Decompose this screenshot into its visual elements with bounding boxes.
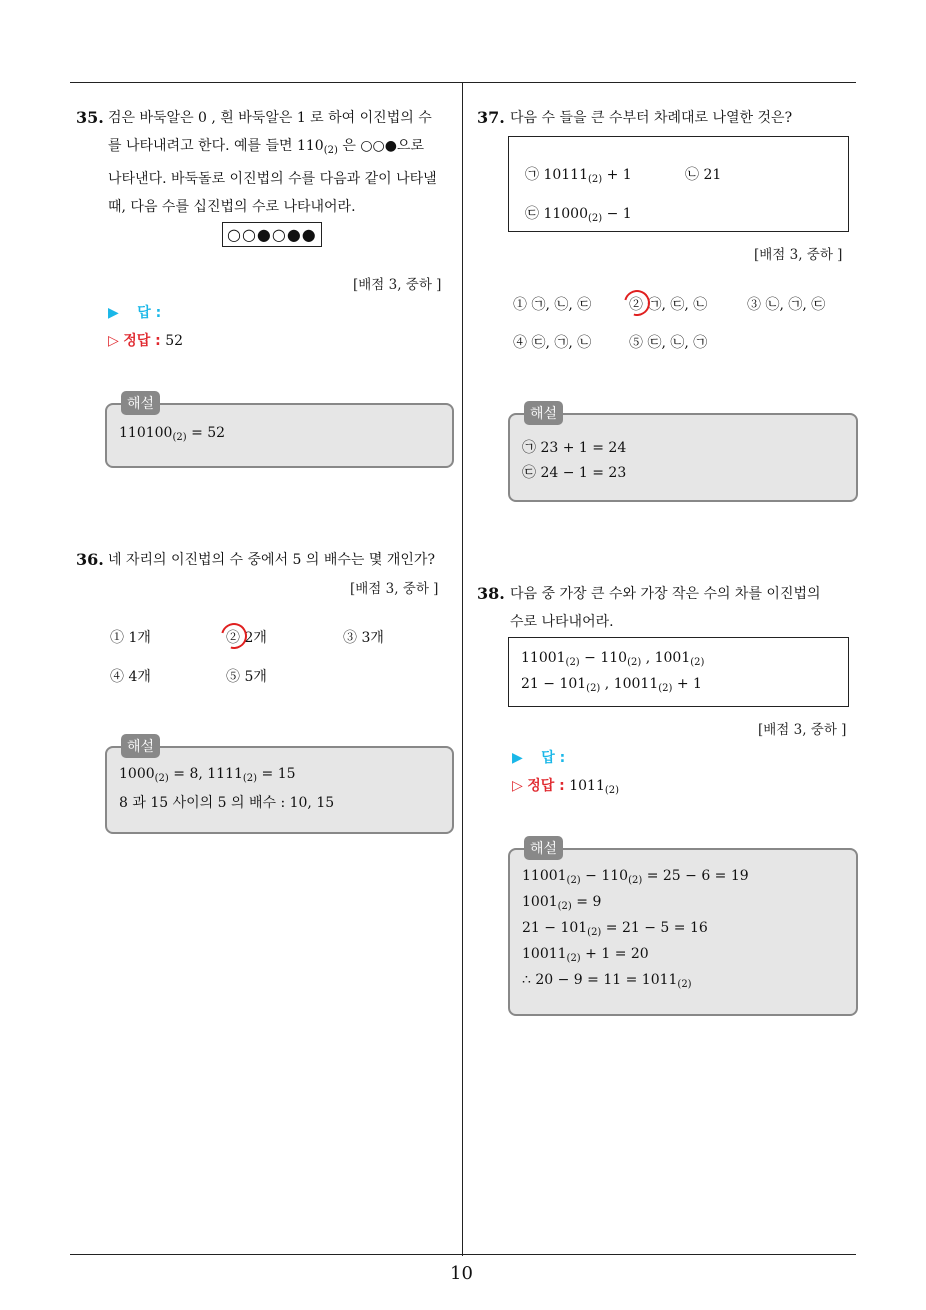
q37-option-5[interactable]: ⑤ ㉢, ㉡, ㉠ (629, 335, 708, 351)
triangle-icon: ▷ (108, 333, 119, 349)
q37-score: [배점 3, 중하 ] (754, 247, 843, 263)
q36-option-5[interactable]: ⑤ 5개 (226, 669, 267, 685)
q36-score: [배점 3, 중하 ] (350, 581, 439, 597)
q36-question: 네 자리의 이진법의 수 중에서 5 의 배수는 몇 개인가? (108, 552, 435, 568)
explanation-line: $110100_{(2)} = 52$ (119, 425, 226, 443)
explanation-line: $1000_{(2)} = 8$, $1111_{(2)} = 15$ (119, 766, 296, 784)
stone-row: ○○●○●● (222, 222, 322, 247)
explanation-line: ∴ $20 - 9 = 11 = 1011_{(2)}$ (522, 972, 692, 990)
top-rule (70, 82, 856, 83)
q36-option-1[interactable]: ① 1개 (110, 630, 151, 646)
q35-correct-line: ▷ 정답 : 52 (108, 333, 184, 349)
q35-question: 검은 바둑알은 0 , 흰 바둑알은 1 로 하여 이진법의 수 를 나타내려고 한다. 예를 들면 $110_{(2)}$ 은 ○○●으로 나타낸다. 바둑돌로 이진법의 수를 다음과 같이 나타낼 때, 다음 수를 십진법의 수로 나타내어라. (108, 110, 437, 215)
triangle-icon: ▷ (512, 778, 523, 794)
q36-option-2[interactable]: ② 2개 (226, 630, 267, 646)
answer-mark-icon (619, 285, 655, 321)
explanation-tag: 해설 (121, 391, 160, 415)
explanation-tag: 해설 (121, 734, 160, 758)
page-number: 10 (450, 1263, 473, 1284)
play-icon: ▶ (512, 750, 523, 766)
explanation-line: $1001_{(2)} = 9$ (522, 894, 602, 912)
explanation-line: 8 과 15 사이의 5 의 배수 : 10, 15 (119, 795, 335, 811)
box-line: $21 - 101_{(2)}$ , $10011_{(2)} + 1$ (521, 676, 702, 694)
item-c: ㉢ $11000_{(2)} - 1$ (525, 206, 632, 224)
play-icon: ▶ (108, 305, 119, 321)
q38-score: [배점 3, 중하 ] (758, 722, 847, 738)
answer-mark-icon (216, 618, 252, 654)
q36-option-4[interactable]: ④ 4개 (110, 669, 151, 685)
q37-question: 다음 수 들을 큰 수부터 차례대로 나열한 것은? (510, 110, 793, 126)
explanation-line: ㉢ 24 − 1 = 23 (522, 465, 627, 481)
q38-number-box (508, 637, 849, 707)
explanation-line: $10011_{(2)} + 1 = 20$ (522, 946, 649, 964)
q38-correct-line: ▷ 정답 : $1011_{(2)}$ (512, 778, 620, 796)
q37-number: 37. (477, 108, 505, 127)
q38-answer-line: ▶ 답 : (512, 750, 566, 766)
explanation-line: $21 - 101_{(2)} = 21 - 5 = 16$ (522, 920, 708, 938)
explanation-line: $11001_{(2)} - 110_{(2)} = 25 - 6 = 19$ (522, 868, 749, 886)
item-a: ㉠ $10111_{(2)} + 1$ (525, 167, 632, 185)
q35-number: 35. (76, 108, 104, 127)
q36-option-3[interactable]: ③ 3개 (343, 630, 384, 646)
q38-question: 다음 중 가장 큰 수와 가장 작은 수의 차를 이진법의 수로 나타내어라. (510, 586, 821, 630)
explanation-tag: 해설 (524, 836, 563, 860)
q35-answer-line: ▶ 답 : (108, 305, 162, 321)
item-b: ㉡ 21 (685, 167, 722, 183)
bottom-rule (70, 1254, 856, 1255)
q37-option-3[interactable]: ③ ㉡, ㉠, ㉢ (747, 297, 826, 313)
explanation-line: ㉠ 23 + 1 = 24 (522, 440, 627, 456)
explanation-tag: 해설 (524, 401, 563, 425)
q38-explanation (508, 841, 858, 1016)
q35-score: [배점 3, 중하 ] (353, 277, 442, 293)
box-line: $11001_{(2)} - 110_{(2)}$ , $1001_{(2)}$ (521, 650, 705, 668)
q37-number-box (508, 136, 849, 232)
q38-number: 38. (477, 584, 505, 603)
q37-option-1[interactable]: ① ㉠, ㉡, ㉢ (513, 297, 592, 313)
q37-explanation (508, 406, 858, 502)
column-divider (462, 82, 463, 1256)
q37-option-4[interactable]: ④ ㉢, ㉠, ㉡ (513, 335, 592, 351)
q36-number: 36. (76, 550, 104, 569)
q36-explanation (105, 739, 454, 834)
q37-option-2[interactable]: ② ㉠, ㉢, ㉡ (629, 297, 708, 313)
q35-explanation (105, 396, 454, 468)
